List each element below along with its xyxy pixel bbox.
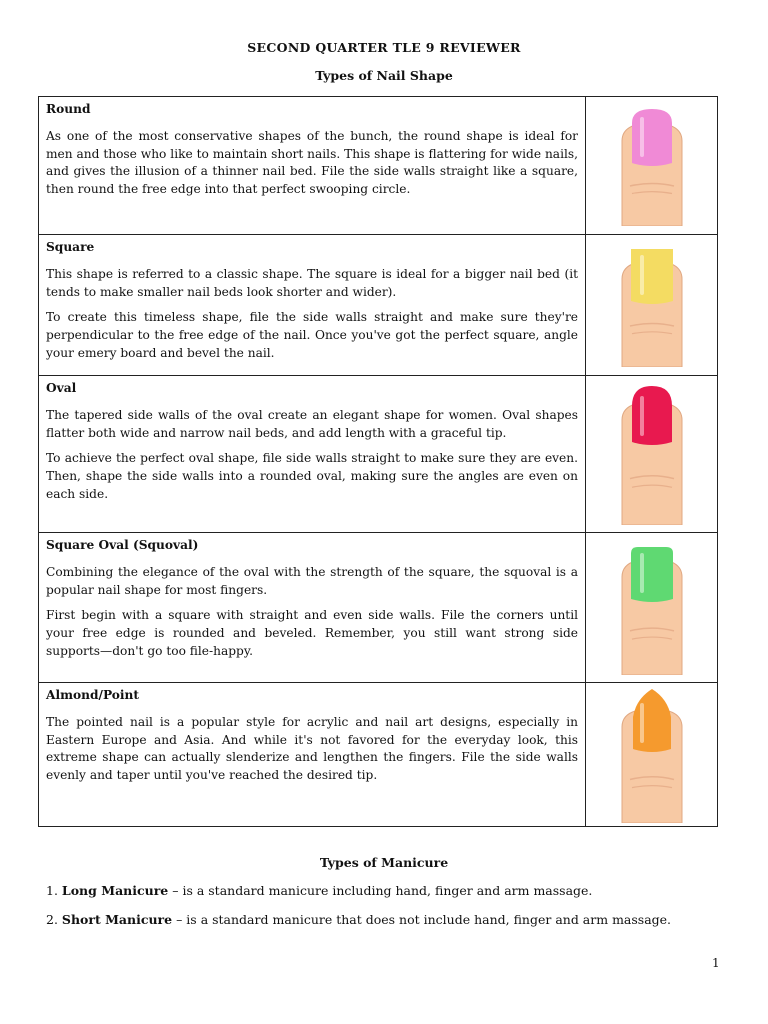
list-number: 1.	[46, 883, 58, 898]
manicure-term: Short Manicure	[61, 912, 173, 927]
manicure-heading: Types of Manicure	[319, 855, 449, 870]
shape-paragraph: To create this timeless shape, file the side walls straight and make sure they're perpendicular to the free edge of the nail. Once you've got the perfect square, angle your emery board and bevel the nail.	[46, 310, 578, 360]
shape-paragraph: First begin with a square with straight and even side walls. File the corners until your free edge is rounded and beveled. Remember, you still want strong side supports—don't go too file-happy.	[46, 608, 578, 658]
orange-almond-nail-icon	[596, 687, 708, 823]
shape-name: Square Oval (Squoval)	[46, 538, 199, 552]
yellow-square-nail-icon	[596, 239, 708, 367]
shape-description-cell	[39, 533, 586, 683]
shape-paragraph: This shape is referred to a classic shape. The square is ideal for a bigger nail bed (it tends to make smaller nail beds look shorter and wider).	[46, 266, 578, 299]
shape-description-cell	[39, 235, 586, 376]
shape-name: Oval	[46, 381, 77, 395]
shape-paragraph: The pointed nail is a popular style for acrylic and nail art designs, especially in Eastern Europe and Asia. And while it's not favored for the everyday look, this extreme shape can actually slenderize and lengthen the fingers. File the side walls evenly and taper until you've reached the desired tip.	[46, 714, 578, 783]
shape-image-cell	[586, 97, 718, 235]
table-row	[39, 533, 718, 683]
shape-description-cell	[39, 376, 586, 533]
list-item	[46, 911, 722, 929]
manicure-definition: – is a standard manicure that does not include hand, finger and arm massage.	[172, 912, 672, 927]
shape-paragraph: The tapered side walls of the oval create an elegant shape for women. Oval shapes flatter both wide and narrow nail beds, and add length with a graceful tip.	[46, 407, 578, 440]
shape-image-cell	[586, 376, 718, 533]
shape-description-cell	[39, 97, 586, 235]
document-title: SECOND QUARTER TLE 9 REVIEWER	[247, 40, 521, 55]
manicure-definition: – is a standard manicure including hand, finger and arm massage.	[168, 883, 593, 898]
red-oval-nail-icon	[596, 380, 708, 525]
list-item	[46, 882, 722, 900]
nail-shape-table	[38, 96, 718, 827]
shape-paragraph: As one of the most conservative shapes of the bunch, the round shape is ideal for men and those who like to maintain short nails. This shape is flattering for wide nails, and gives the illusion of a thinner nail bed. File the side walls straight like a square, then round the free edge into that perfect swooping circle.	[46, 128, 578, 197]
shape-name: Round	[46, 102, 91, 116]
table-row	[39, 376, 718, 533]
table-row	[39, 235, 718, 376]
shape-name: Square	[46, 240, 95, 254]
pink-round-nail-icon	[596, 101, 708, 226]
shape-name: Almond/Point	[46, 688, 140, 702]
list-number: 2.	[46, 912, 58, 927]
nail-shape-heading: Types of Nail Shape	[315, 68, 453, 83]
green-squoval-nail-icon	[596, 537, 708, 675]
shape-paragraph: Combining the elegance of the oval with the strength of the square, the squoval is a popular nail shape for most fingers.	[46, 564, 578, 597]
shape-paragraph: To achieve the perfect oval shape, file side walls straight to make sure they are even. Then, shape the side walls into a rounded oval, making sure the angles are even on each side.	[46, 451, 578, 501]
table-row	[39, 683, 718, 827]
manicure-term: Long Manicure	[61, 883, 169, 898]
shape-image-cell	[586, 235, 718, 376]
shape-image-cell	[586, 683, 718, 827]
page-number: 1	[712, 956, 720, 970]
shape-image-cell	[586, 533, 718, 683]
shape-description-cell	[39, 683, 586, 827]
table-row	[39, 97, 718, 235]
